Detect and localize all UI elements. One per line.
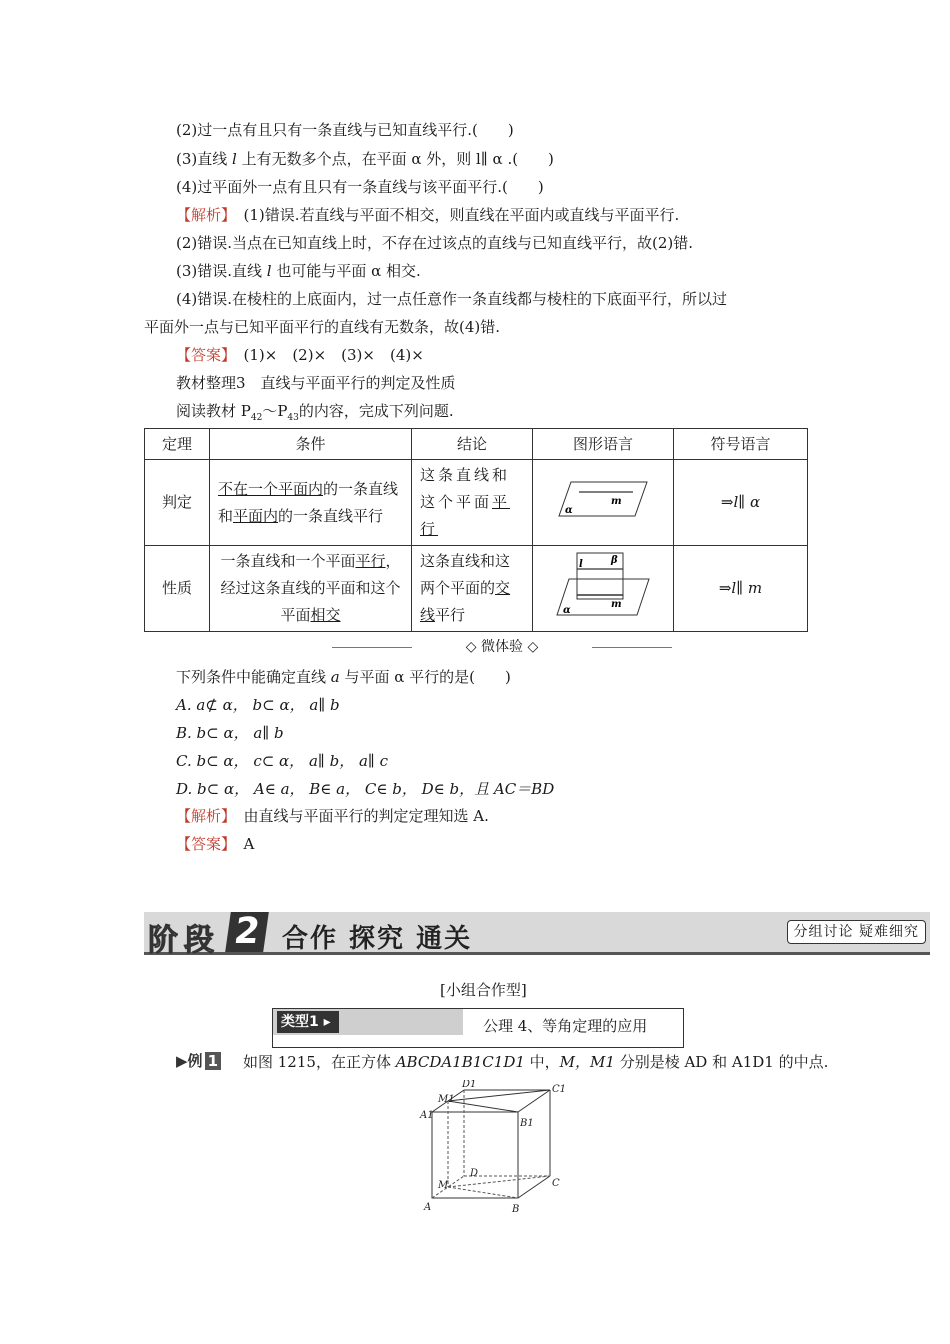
row-name: 判定 [145,460,210,546]
reading-instruction: 阅读教材 $P_{42}\sim P_{43}$的内容，完成下列问题. [176,402,454,423]
cube-label-m: M [438,1180,449,1191]
theorem-table [144,428,808,632]
line-analysis-3: (3)错误.直线 l 也可能与平面 α 相交. [176,262,421,280]
two-planes-figure [555,549,651,619]
option-d: D. b⊂ α， A∈ a， B∈ a， C∈ b， D∈ b，且 AC＝BD [176,780,555,798]
option-c: C. b⊂ α， c⊂ α， a∥ b， a∥ c [176,752,388,770]
type-text: 公理 4、等角定理的应用 [483,1017,648,1035]
stage-subtitle: 分组讨论 疑难细究 [787,920,926,944]
option-a: A. a⊄ α， b⊂ α， a∥ b [176,696,340,714]
type-label: 类型1 ▸ [277,1011,339,1033]
analysis-tag: 【解析】 [176,206,229,224]
header-figure: 图形语言 [533,429,674,460]
type-box [272,1008,684,1048]
cube-label-m1: M1 [438,1094,455,1105]
header-symbol: 符号语言 [674,429,808,460]
cube-label-a1: A1 [420,1110,434,1121]
cube-label-b: B [512,1204,520,1215]
cube-label-b1: B1 [520,1118,534,1129]
question-answer: 【答案】 A [176,835,255,853]
figure-label-alpha: α [563,605,571,616]
line-analysis-2: (2)错误.当点在已知直线上时，不存在过该点的直线与已知直线平行，故(2)错. [176,234,694,252]
line-analysis-1: 【解析】 (1)错误.若直线与平面不相交，则直线在平面内或直线与平面平行. [176,206,680,224]
line-analysis-4a: (4)错误.在棱柱的上底面内，过一点任意作一条直线都与棱柱的下底面平行，所以过 [176,290,728,308]
table-row [145,460,808,546]
line-answer: 【答案】 (1)× (2)× (3)× (4)× [176,346,424,364]
cube-label-c: C [552,1178,560,1189]
symbol-cell: ⇒l∥ m [674,546,808,632]
cube-label-d1: D1 [462,1080,477,1090]
question-stem: 下列条件中能确定直线 a 与平面 α 平行的是( ) [176,668,511,686]
conclusion-cell: 这条直线和这两个平面的交线平行 [412,546,533,632]
cube-label-c1: C1 [552,1084,567,1095]
section-heading: 教材整理3 直线与平面平行的判定及性质 [176,374,456,392]
group-title: [小组合作型] [440,981,527,999]
experience-title: 微体验 [481,639,523,655]
answer-tag: 【答案】 [176,346,229,364]
stage-label: 阶段 [148,923,220,958]
line-statement-4: (4)过平面外一点有且只有一条直线与该平面平行.( ) [176,178,544,196]
figure-cell [533,460,674,546]
figure-label-beta: β [611,555,618,566]
row-name: 性质 [145,546,210,632]
question-analysis: 【解析】 由直线与平面平行的判定定理知选 A. [176,807,489,825]
line-statement-3: (3)直线 l 上有无数多个点，在平面 α 外，则 l∥ α .( ) [176,150,554,168]
answer-tag: 【答案】 [176,835,229,853]
condition-cell: 一条直线和一个平面平行，经过这条直线的平面和这个平面相交 [210,546,412,632]
figure-label-m: m [611,496,622,507]
table-row [145,546,808,632]
figure-label-alpha: α [565,505,573,516]
symbol-cell: ⇒l∥ α [674,460,808,546]
line-analysis-4b: 平面外一点与已知平面平行的直线有无数条，故(4)错. [144,318,501,336]
analysis-tag: 【解析】 [176,807,229,825]
figure-label-m: m [611,599,622,610]
stage-title: 合作 探究 通关 [282,924,473,954]
cube-label-a: A [424,1202,432,1213]
condition-cell: 不在一个平面内的一条直线和平面内的一条直线平行 [210,460,412,546]
table-header-row [145,429,808,460]
stage-number: 2 [225,912,269,952]
example-text: 如图 1215，在正方体 ABCDA1B1C1D1 中，M，M1 分别是棱 AD 和 A1D1 的中点. [228,1053,829,1071]
experience-divider: ◇ 微体验 ◇ [422,637,582,657]
header-conclusion: 结论 [412,429,533,460]
cube-figure [410,1080,580,1220]
plane-line-figure [557,476,649,520]
option-b: B. b⊂ α， a∥ b [176,724,284,742]
example-label: ▶例 1 [176,1050,221,1071]
stage-banner [144,911,930,958]
header-theorem: 定理 [145,429,210,460]
header-condition: 条件 [210,429,412,460]
conclusion-cell: 这条直线和这个平面平行 [412,460,533,546]
line-statement-2: (2)过一点有且只有一条直线与已知直线平行.( ) [176,121,514,139]
figure-label-l: l [579,559,583,570]
cube-label-d: D [470,1168,479,1179]
figure-cell [533,546,674,632]
